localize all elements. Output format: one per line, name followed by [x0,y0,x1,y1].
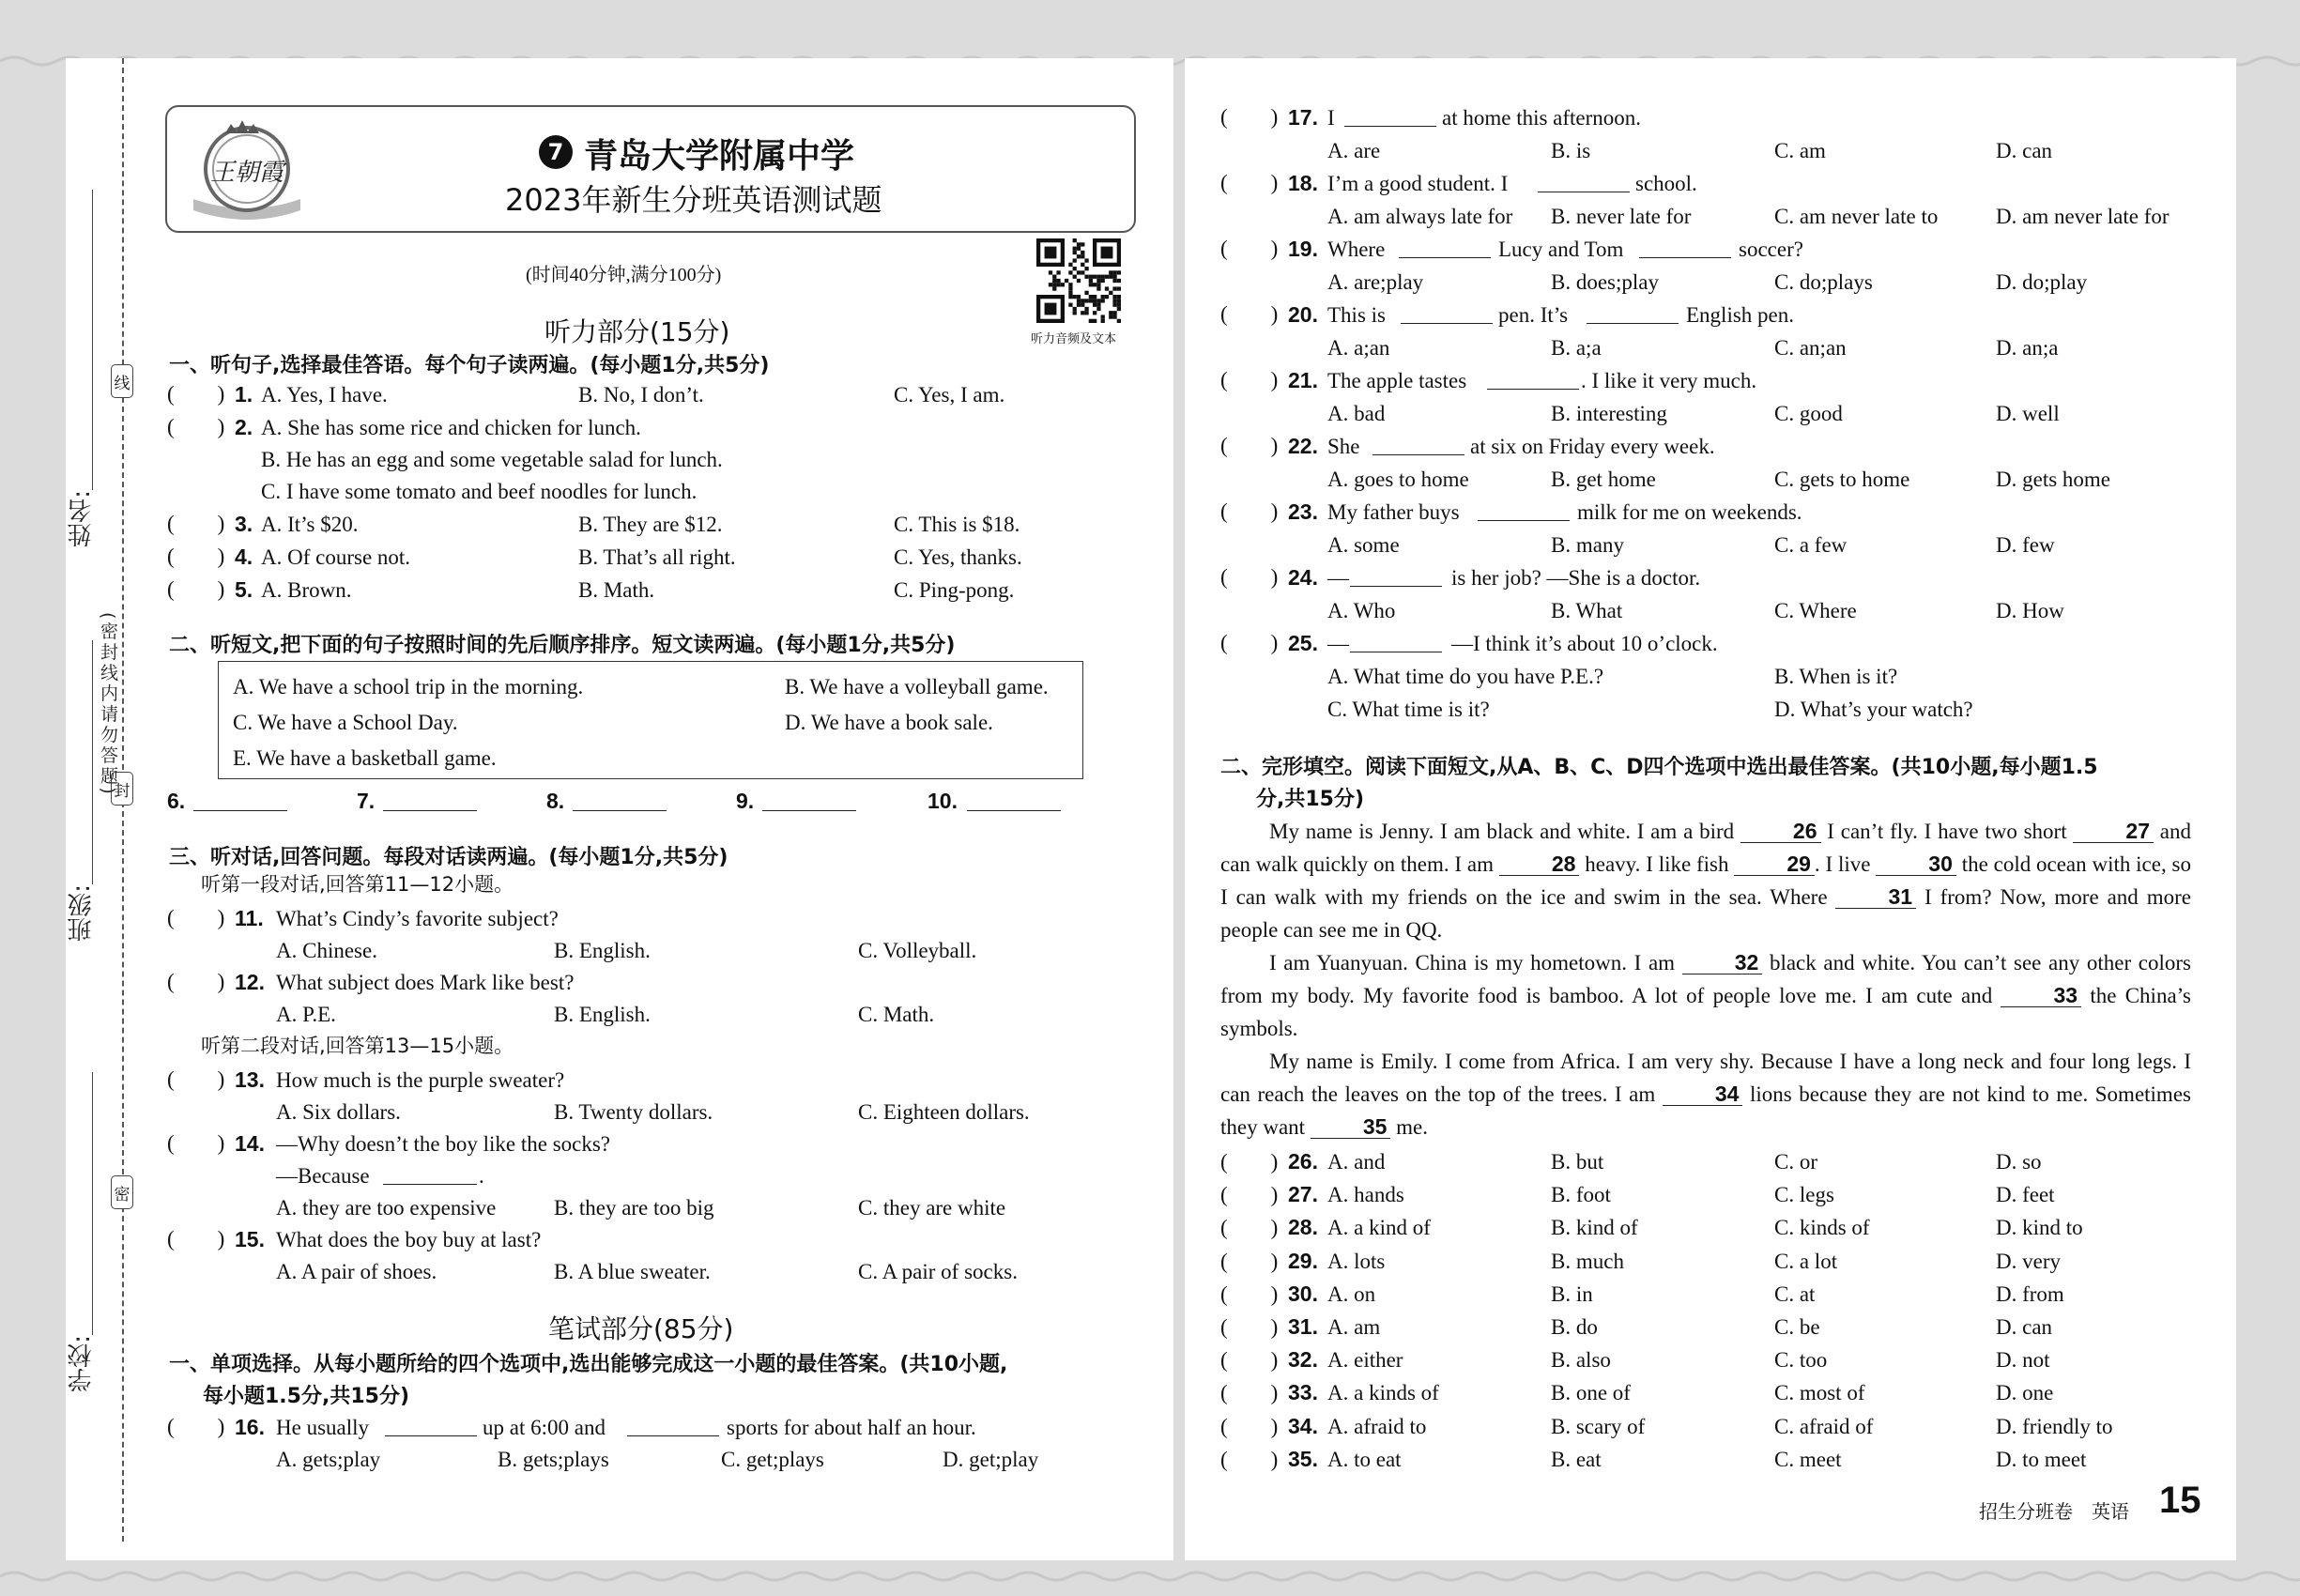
q-number: 2. [235,415,253,439]
option: B. gets;plays [498,1448,609,1471]
answer-slot[interactable]: ( ) [1220,171,1279,194]
question-stem: English pen. [1686,303,1794,327]
option: B. does;play [1551,270,1659,294]
cloze-paragraph-3 [1220,1045,2191,1143]
answer-blank[interactable] [1538,176,1630,192]
option: B. kind of [1551,1216,1638,1240]
question-stem: —Why doesn’t the boy like the socks? [276,1132,611,1156]
box-sentence: D. We have a book sale. [785,711,993,734]
footer-label: 招生分班卷 英语 [1979,1500,2129,1523]
answer-blank[interactable] [1344,110,1436,127]
question-stem: My father buys [1327,500,1460,524]
q-number: 25. [1288,631,1318,655]
cloze-text: the China’s symbols. [1220,984,2191,1040]
option: A. either [1327,1348,1403,1373]
option: A. Chinese. [276,939,377,962]
answer-blank[interactable] [1587,307,1679,324]
q-number: 15. [235,1227,265,1251]
question-stem: I [1327,106,1335,130]
question-stem: at home this afternoon. [1442,106,1642,130]
option: D. gets home [1996,468,2111,491]
option: B. one of [1551,1381,1631,1405]
question-stem: school. [1635,172,1697,195]
answer-slot[interactable]: ( ) [1220,631,1279,654]
question-stem: at six on Friday every week. [1470,435,1715,458]
answer-slot[interactable]: ( ) [1220,1216,1279,1240]
cloze-blank[interactable]: 29 [1734,853,1815,876]
option: A. on [1327,1281,1376,1306]
option: D. do;play [1996,270,2088,294]
option: D. How [1996,599,2064,622]
cloze-text: My name is Jenny. I am black and white. I am a bird [1269,820,1740,843]
q-number: 16. [235,1415,265,1439]
cloze-text: I can’t fly. I have two short [1820,820,2074,843]
school-name: 青岛大学附属中学 [584,137,855,176]
dialogue-instruction: 听第一段对话,回答第11—12小题。 [201,873,514,896]
option: A. P.E. [276,1003,336,1026]
order-blank[interactable] [193,794,287,811]
page-number: 15 [2159,1480,2201,1521]
q-number: 35. [1288,1446,1318,1471]
box-sentence: E. We have a basketball game. [233,746,497,770]
option: A. Six dollars. [276,1100,401,1124]
cloze-blank[interactable]: 35 [1311,1116,1391,1139]
q-number: 26. [1288,1149,1318,1174]
answer-slot[interactable]: ( ) [1220,105,1279,129]
q-number: 4. [235,545,253,569]
question-stem: This is [1327,303,1386,327]
q-number: 19. [1288,237,1318,261]
answer-blank[interactable] [385,1420,477,1436]
answer-blank[interactable] [383,1168,477,1185]
q-number: 33. [1288,1380,1318,1405]
option: C. Ping-pong. [894,578,1015,602]
option: B. He has an egg and some vegetable salad for lunch. [261,448,723,471]
option: C. good [1774,402,1843,425]
question-stem: She [1327,435,1360,458]
option: C. kinds of [1774,1216,1870,1240]
answer-slot[interactable]: ( ) [167,512,225,535]
question-stem: He usually [276,1416,370,1439]
option: C. a lot [1774,1249,1838,1273]
option: C. gets to home [1774,468,1910,491]
option: B. many [1551,533,1624,557]
answer-blank[interactable] [627,1420,719,1436]
q-number: 3. [235,512,253,536]
q-number: 22. [1288,434,1318,458]
option: A. Yes, I have. [261,383,388,407]
answer-blank[interactable] [1350,570,1442,587]
answer-slot[interactable]: ( ) [1220,368,1279,391]
question-stem: How much is the purple sweater? [276,1068,565,1092]
question-stem: is her job? —She is a doctor. [1451,566,1701,590]
q-number: 24. [1288,565,1318,590]
option: C. most of [1774,1381,1865,1405]
question-stem: —Because [276,1164,370,1188]
question-stem: — [1327,632,1349,655]
q-number: 31. [1288,1314,1318,1339]
option: A. hands [1327,1183,1404,1207]
option: B. They are $12. [578,513,723,536]
writing-section-2: 二、完形填空。阅读下面短文,从A、B、C、D四个选项中选出最佳答案。(共10小题,每小题1.5 [1220,756,2098,779]
writing-section-2-cont: 分,共15分) [1256,788,1365,811]
answer-slot[interactable]: ( ) [167,382,225,406]
cloze-text: My name is Emily. I come from Africa. I am very shy. Because I have a long neck and four long legs. I can reach the leaves on the top of the trees. I am [1220,1050,2191,1106]
cloze-blank[interactable]: 33 [2001,985,2081,1007]
svg-text:王朝霞: 王朝霞 [209,159,284,187]
option: A. a;an [1327,336,1390,360]
option: B. foot [1551,1183,1611,1207]
order-number: 6. [167,789,186,813]
school-label: 学校: [68,1335,96,1392]
answer-slot[interactable]: ( ) [167,1067,225,1091]
option: B. is [1551,139,1591,162]
class-field[interactable] [92,640,93,884]
question-stem: soccer? [1739,238,1803,261]
answer-slot[interactable]: ( ) [1220,565,1279,589]
question-stem: . [479,1164,484,1188]
option: A. What time do you have P.E.? [1327,665,1604,688]
answer-blank[interactable] [1372,438,1464,455]
q-number: 27. [1288,1182,1318,1207]
option: C. or [1774,1150,1817,1174]
option: C. meet [1774,1447,1842,1471]
answer-slot[interactable]: ( ) [167,906,225,929]
option: B. but [1551,1150,1604,1174]
order-blank[interactable] [573,794,667,811]
option: D. can [1996,1315,2053,1339]
option: B. No, I don’t. [578,383,704,407]
option: C. Math. [858,1003,935,1026]
answer-slot[interactable]: ( ) [167,545,225,568]
option: A. A pair of shoes. [276,1260,437,1283]
cloze-blank[interactable]: 31 [1835,886,1916,909]
option: A. and [1327,1150,1386,1174]
order-blank[interactable] [967,794,1061,811]
option: C. Yes, thanks. [894,545,1022,569]
binding-margin [0,58,150,1542]
answer-slot[interactable]: ( ) [1220,1183,1279,1207]
answer-blank[interactable] [1639,241,1731,258]
option: C. an;an [1774,336,1847,360]
answer-slot[interactable]: ( ) [1220,1414,1279,1438]
q-number: 28. [1288,1215,1318,1240]
writing-section-1: 一、单项选择。从每小题所给的四个选项中,选出能够完成这一小题的最佳答案。(共10小题, [169,1353,1008,1376]
option: C. Eighteen dollars. [858,1100,1030,1124]
cloze-blank[interactable]: 28 [1499,853,1580,876]
option: D. from [1996,1281,2064,1306]
option: A. bad [1327,402,1386,425]
question-stem: —I think it’s about 10 o’clock. [1451,632,1718,655]
option: A. gets;play [276,1448,381,1471]
option: C. This is $18. [894,513,1020,536]
option: C. legs [1774,1183,1834,1207]
q-number: 14. [235,1131,265,1156]
order-number: 10. [928,789,958,813]
option: C. at [1774,1281,1816,1306]
question-stem: up at 6:00 and [483,1416,606,1439]
q-number: 1. [235,382,253,407]
cloze-text: I from? Now, more and more people can see me in QQ. [1220,885,2191,942]
option: B. get home [1551,468,1656,491]
answer-slot[interactable]: ( ) [167,577,225,601]
option: C. too [1774,1348,1828,1373]
q-number: 34. [1288,1413,1318,1438]
option: C. Where [1774,599,1857,622]
option: C. afraid of [1774,1414,1874,1438]
question-stem: milk for me on weekends. [1577,500,1802,524]
q-number: 20. [1288,302,1318,327]
class-label: 班级: [68,884,96,942]
answer-blank[interactable] [1401,307,1493,324]
option: A. a kind of [1327,1216,1431,1240]
test-number-badge: 7 [539,135,573,169]
answer-slot[interactable]: ( ) [1220,1348,1279,1373]
cloze-blank[interactable]: 32 [1682,952,1763,974]
option: B. Math. [578,578,655,602]
option: A. Who [1327,599,1396,622]
school-field[interactable] [92,1072,93,1335]
cloze-paragraph-2 [1220,946,2191,1045]
option: D. kind to [1996,1216,2083,1240]
option: D. so [1996,1150,2042,1174]
option: C. be [1774,1315,1820,1339]
seal-mark-bottom: 密 [111,1175,133,1209]
option: A. to eat [1327,1447,1402,1471]
option: B. English. [554,1003,651,1026]
name-label: 姓名: [68,490,96,547]
option: D. not [1996,1348,2050,1373]
option: D. can [1996,139,2053,162]
option: D. well [1996,402,2060,425]
option: A. am always late for [1327,205,1513,228]
box-sentence: A. We have a school trip in the morning. [233,675,584,698]
q-number: 23. [1288,499,1318,524]
q-number: 18. [1288,171,1318,195]
option: B. never late for [1551,205,1692,228]
question-stem: What does the boy buy at last? [276,1228,542,1251]
option: B. in [1551,1281,1593,1306]
order-blank[interactable] [383,794,477,811]
option: D. get;play [943,1448,1039,1471]
answer-blank[interactable] [1478,504,1570,521]
order-number: 9. [736,789,755,813]
question-stem: . I like it very much. [1581,369,1757,392]
cloze-text: the cold ocean with ice, so I can walk with my friends on the ice and swim in the sea. Where [1220,852,2191,909]
question-stem: I’m a good student. I [1327,172,1509,195]
option: D. feet [1996,1183,2055,1207]
option: D. one [1996,1381,2054,1405]
option: A. am [1327,1315,1381,1339]
option: D. few [1996,533,2055,557]
option: A. goes to home [1327,468,1469,491]
option: C. a few [1774,533,1848,557]
answer-blank[interactable] [1399,241,1491,258]
option: A. some [1327,533,1400,557]
option: C. What time is it? [1327,698,1490,721]
option: D. very [1996,1249,2061,1273]
answer-slot[interactable]: ( ) [167,1227,225,1251]
writing-section-1-cont: 每小题1.5分,共15分) [203,1385,410,1408]
option: C. Yes, I am. [894,383,1005,407]
cloze-paragraph-1 [1220,815,2191,946]
wavy-border-bottom [0,1562,2300,1590]
option: B. interesting [1551,402,1667,425]
answer-slot[interactable]: ( ) [167,1131,225,1155]
q-number: 30. [1288,1281,1318,1306]
option: B. That’s all right. [578,545,736,569]
option: B. eat [1551,1447,1602,1471]
answer-slot[interactable]: ( ) [1220,1315,1279,1339]
dialogue-instruction: 听第二段对话,回答第13—15小题。 [201,1035,514,1057]
option: B. they are too big [554,1196,714,1220]
option: B. Twenty dollars. [554,1100,713,1124]
name-field[interactable] [92,190,93,490]
option: A. It’s $20. [261,513,359,536]
order-number: 8. [546,789,565,813]
answer-slot[interactable]: ( ) [1220,302,1279,326]
seal-mark-middle: 封 [111,772,133,806]
option: A. are;play [1327,270,1424,294]
option: A. they are too expensive [276,1196,497,1220]
q-number: 17. [1288,105,1318,130]
order-number: 7. [357,789,376,813]
answer-slot[interactable]: ( ) [1220,499,1279,523]
exam-info: (时间40分钟,满分100分) [526,265,722,285]
q-number: 12. [235,970,265,994]
cloze-text: heavy. I like fish [1579,852,1735,876]
publisher-logo [190,113,304,229]
option: D. to meet [1996,1447,2087,1471]
question-stem: Lucy and Tom [1498,238,1624,261]
qr-caption: 听力音频及文本 [1031,332,1117,346]
q-number: 21. [1288,368,1318,392]
option: B. do [1551,1315,1598,1339]
question-stem: Where [1327,238,1386,261]
option: A. Of course not. [261,545,411,569]
answer-slot[interactable]: ( ) [1220,1447,1279,1471]
box-sentence: C. We have a School Day. [233,711,458,734]
q-number: 5. [235,577,253,602]
qr-code[interactable] [1036,238,1121,323]
cloze-text: me. [1390,1115,1429,1139]
option: C. I have some tomato and beef noodles for lunch. [261,480,698,503]
cloze-blank[interactable]: 26 [1740,821,1821,843]
q-number: 11. [235,906,264,930]
cloze-blank[interactable]: 34 [1663,1083,1743,1106]
question-stem: What’s Cindy’s favorite subject? [276,907,559,930]
q-number: 32. [1288,1347,1318,1373]
question-stem: The apple tastes [1327,369,1467,392]
listening-section-2: 二、听短文,把下面的句子按照时间的先后顺序排序。短文读两遍。(每小题1分,共5分) [169,634,956,657]
option: D. friendly to [1996,1414,2113,1438]
answer-slot[interactable]: ( ) [167,1415,225,1438]
option: C. get;plays [721,1448,824,1471]
question-stem: What subject does Mark like best? [276,971,575,994]
question-stem: pen. It’s [1498,303,1569,327]
option: A. afraid to [1327,1414,1427,1438]
option: B. When is it? [1774,665,1898,688]
order-blank[interactable] [762,794,856,811]
cloze-blank[interactable]: 27 [2073,821,2154,843]
answer-blank[interactable] [1487,373,1579,390]
option: A. She has some rice and chicken for lunch. [261,416,641,439]
option: C. do;plays [1774,270,1873,294]
seal-mark-top: 线 [111,364,133,398]
seal-note: (密封线内请勿答题) [98,612,118,797]
option: B. What [1551,599,1623,622]
answer-slot[interactable]: ( ) [1220,1381,1279,1405]
answer-slot[interactable]: ( ) [1220,237,1279,260]
option: A. a kinds of [1327,1381,1439,1405]
option: B. scary of [1551,1414,1646,1438]
option: A. are [1327,139,1381,162]
cloze-text: . I live [1814,852,1877,876]
option: D. an;a [1996,336,2059,360]
cloze-blank[interactable]: 30 [1876,853,1956,876]
question-stem: — [1327,566,1349,590]
option: B. A blue sweater. [554,1260,711,1283]
option: C. am never late to [1774,205,1939,228]
answer-slot[interactable]: ( ) [167,415,225,438]
option: B. a;a [1551,336,1602,360]
q-number: 13. [235,1067,265,1092]
box-sentence: B. We have a volleyball game. [785,675,1049,698]
cloze-text: lions because they are not kind to me. Sometimes they want [1220,1082,2191,1139]
answer-slot[interactable]: ( ) [1220,434,1279,457]
answer-slot[interactable]: ( ) [1220,1150,1279,1174]
option: D. am never late for [1996,205,2170,228]
option: B. much [1551,1249,1624,1273]
cloze-text: I am Yuanyuan. China is my hometown. I am [1269,951,1682,974]
option: D. What’s your watch? [1774,698,1973,721]
question-stem: sports for about half an hour. [727,1416,976,1439]
listening-title: 听力部分(15分) [544,316,730,347]
answer-blank[interactable] [1350,636,1442,652]
option: B. also [1551,1348,1611,1373]
cloze-text: black and white. You can’t see any other colors from my body. My favorite food is bamboo. A lot of people love me. I am cute and [1220,951,2191,1007]
option: C. A pair of socks. [858,1260,1018,1283]
option: B. English. [554,939,651,962]
listening-section-1: 一、听句子,选择最佳答语。每个句子读两遍。(每小题1分,共5分) [169,354,770,377]
writing-title: 笔试部分(85分) [548,1313,734,1344]
option: C. Volleyball. [858,939,977,962]
option: A. lots [1327,1249,1386,1273]
answer-slot[interactable]: ( ) [167,970,225,993]
option: C. am [1774,139,1826,162]
option: C. they are white [858,1196,1006,1220]
listening-section-3: 三、听对话,回答问题。每段对话读两遍。(每小题1分,共5分) [169,846,728,869]
q-number: 29. [1288,1248,1318,1273]
answer-slot[interactable]: ( ) [1220,1281,1279,1306]
answer-slot[interactable]: ( ) [1220,1249,1279,1273]
option: A. Brown. [261,578,352,602]
test-title: 2023年新生分班英语测试题 [505,182,882,218]
cloze-text: and can walk quickly on them. I am [1220,820,2191,876]
